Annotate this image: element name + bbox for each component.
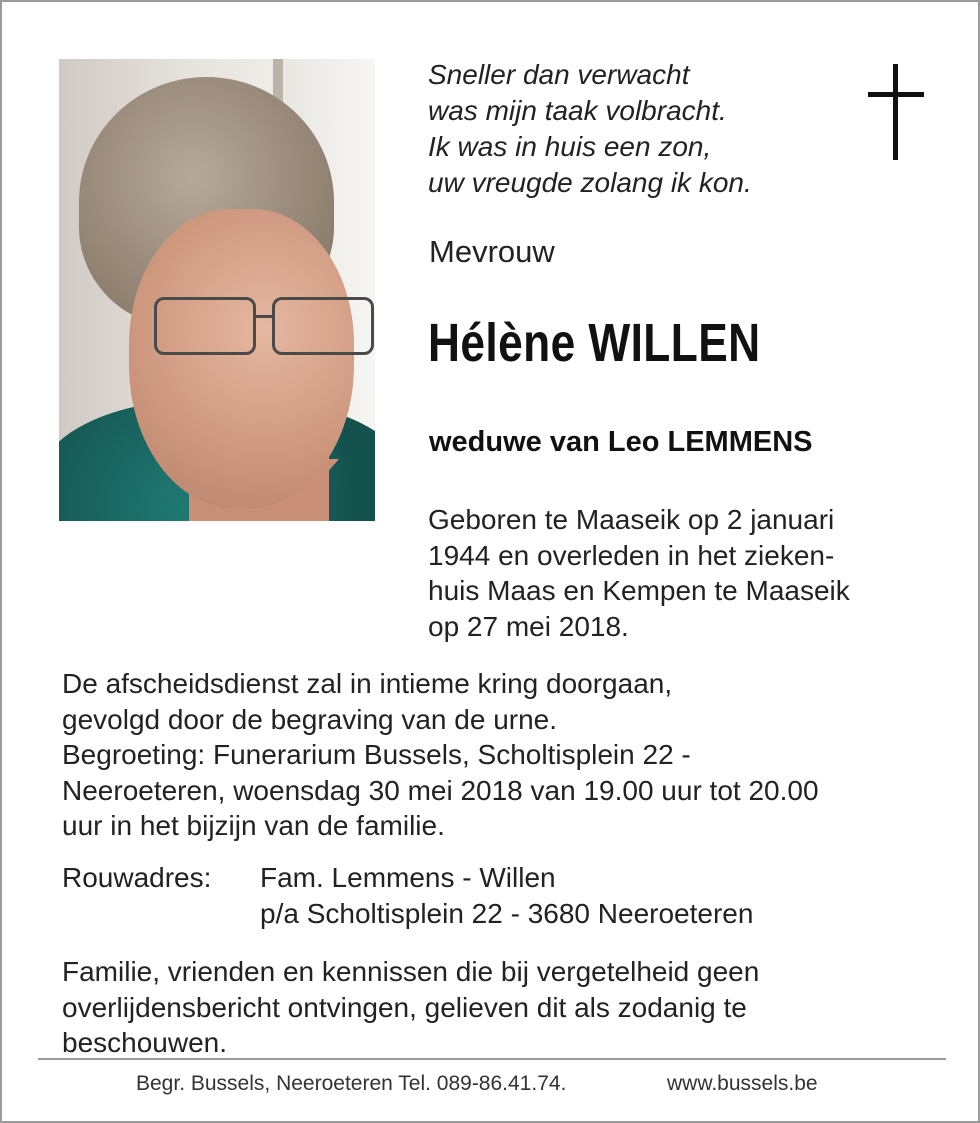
mourning-address-line: p/a Scholtisplein 22 - 3680 Neeroeteren	[260, 897, 754, 929]
photo-glasses-lens-right	[272, 297, 374, 355]
birth-death-line: op 27 mei 2018.	[428, 610, 629, 642]
cross-icon-horizontal	[868, 92, 924, 97]
poem-line: Ik was in huis een zon,	[428, 131, 712, 162]
footer	[136, 1072, 818, 1096]
birth-death-line: 1944 en overleden in het zieken-	[428, 539, 835, 571]
poem-line: Sneller dan verwacht	[428, 59, 690, 90]
poem	[428, 57, 752, 201]
birth-death-info	[428, 502, 850, 644]
closing-notice-line: Familie, vrienden en kennissen die bij vergetelheid geen	[62, 956, 760, 987]
birth-death-line: huis Maas en Kempen te Maaseik	[428, 575, 850, 606]
mourning-address-line: Fam. Lemmens - Willen	[260, 862, 556, 893]
photo-glasses	[154, 297, 375, 357]
service-line: Begroeting: Funerarium Bussels, Scholtisplein 22 -	[62, 739, 691, 770]
footer-undertaker: Begr. Bussels, Neeroeteren Tel. 089-86.41.74.	[136, 1072, 567, 1095]
closing-notice-line: beschouwen.	[62, 1027, 228, 1058]
photo-glasses-bridge	[253, 315, 273, 318]
closing-notice-line: overlijdensbericht ontvingen, gelieven dit als zodanig te	[62, 991, 747, 1023]
service-line: Neeroeteren, woensdag 30 mei 2018 van 19.00 uur tot 20.00	[62, 774, 819, 806]
mourning-address-value	[260, 860, 753, 931]
footer-divider	[38, 1058, 946, 1060]
cross-icon	[868, 64, 924, 160]
portrait-photo	[59, 59, 375, 521]
photo-glasses-lens-left	[154, 297, 256, 355]
footer-website-link[interactable]: www.bussels.be	[667, 1072, 818, 1095]
birth-death-line: Geboren te Maaseik op 2 januari	[428, 504, 835, 535]
cross-icon-vertical	[893, 64, 898, 160]
mourning-address-label: Rouwadres:	[62, 862, 212, 893]
spouse-line: weduwe van Leo LEMMENS	[429, 426, 813, 458]
service-line: uur in het bijzijn van de familie.	[62, 810, 445, 841]
service-line: gevolgd door de begraving van de urne.	[62, 703, 558, 735]
deceased-name: Hélène WILLEN	[428, 313, 761, 373]
poem-line: uw vreugde zolang ik kon.	[428, 167, 752, 198]
poem-line: was mijn taak volbracht.	[428, 95, 727, 126]
closing-notice	[62, 954, 759, 1061]
service-line: De afscheidsdienst zal in intieme kring doorgaan,	[62, 668, 673, 699]
photo-face	[129, 209, 354, 509]
service-info	[62, 666, 819, 844]
salutation: Mevrouw	[429, 234, 555, 269]
